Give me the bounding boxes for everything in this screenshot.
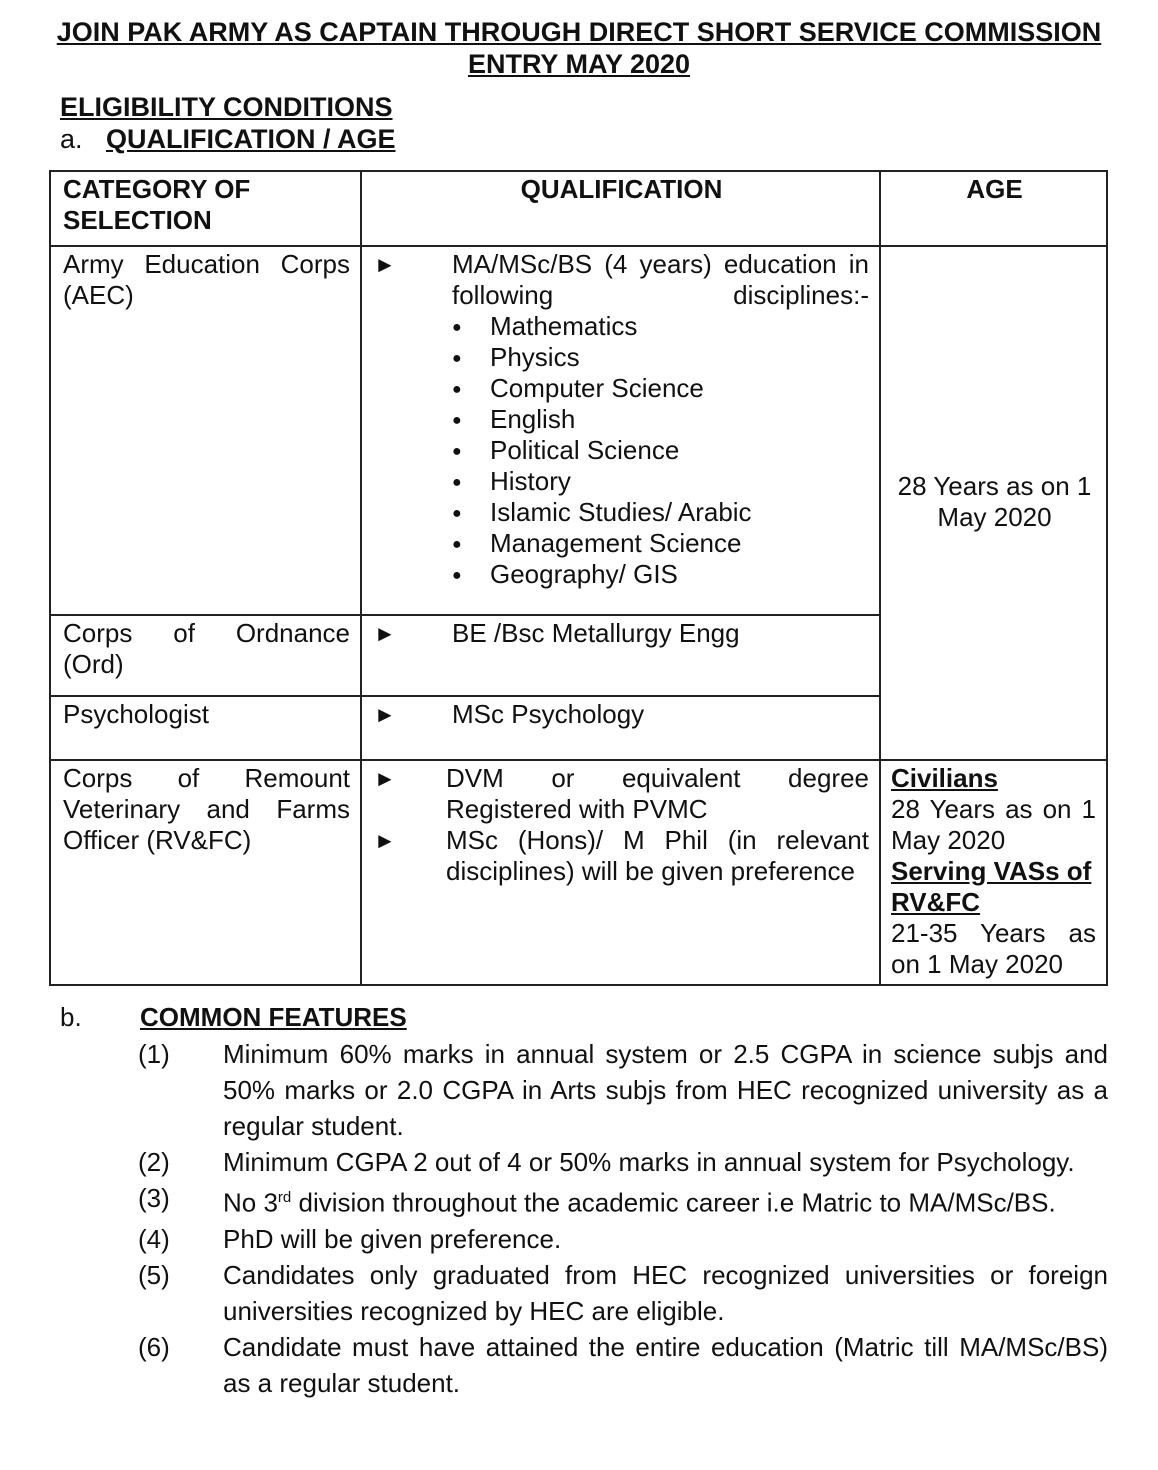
feature-number: (3)	[138, 1183, 170, 1213]
section-a-label: a.	[60, 124, 83, 154]
age-cell	[880, 760, 1107, 985]
qualification-cell	[361, 760, 880, 985]
arrow-icon: ►	[374, 766, 396, 791]
age-serving: 21-35 Years as on 1 May 2020	[891, 918, 1096, 979]
header-age: AGE	[880, 171, 1107, 246]
section-b-heading: COMMON FEATURES	[140, 1002, 407, 1032]
arrow-icon: ►	[374, 702, 396, 727]
qualification-text: BE /Bsc Metallurgy Engg	[452, 618, 740, 648]
age-cell: 28 Years as on 1 May 2020	[880, 246, 1107, 760]
category-cell: Army Education Corps (AEC)	[50, 246, 361, 615]
list-item: ● Mathematics	[490, 311, 869, 342]
list-item	[138, 1257, 1108, 1329]
feature-text: No 3rd division throughout the academic career i.e Matric to MA/MSc/BS.	[223, 1187, 1056, 1218]
eligibility-heading: ELIGIBILITY CONDITIONS	[60, 92, 393, 122]
feature-number: (1)	[138, 1039, 170, 1069]
age-civilians: 28 Years as on 1 May 2020	[891, 794, 1096, 855]
list-item: ● Physics	[490, 342, 869, 373]
list-item	[138, 1180, 1108, 1221]
age-label-serving: Serving VASs of RV&FC	[891, 856, 1092, 917]
table-row	[50, 760, 1107, 985]
qualification-cell	[361, 696, 880, 760]
list-item	[138, 1036, 1108, 1144]
age-label-civilians: Civilians	[891, 763, 998, 793]
qualification-cell	[361, 246, 880, 615]
header-qualification: QUALIFICATION	[361, 171, 880, 246]
features-list	[138, 1036, 1108, 1401]
category-cell: Corps of Remount Veterinary and Farms Officer (RV&FC)	[50, 760, 361, 985]
list-item: ● Computer Science	[490, 373, 869, 404]
qualification-cell	[361, 615, 880, 696]
list-item: ● English	[490, 404, 869, 435]
doc-title-line2: ENTRY MAY 2020	[467, 49, 691, 79]
list-item	[138, 1144, 1108, 1180]
qualification-table	[49, 170, 1108, 986]
doc-title-line1: JOIN PAK ARMY AS CAPTAIN THROUGH DIRECT SHORT SERVICE COMMISSION	[56, 17, 1102, 47]
arrow-icon: ►	[374, 621, 396, 646]
discipline-list	[452, 311, 869, 590]
list-item	[138, 1221, 1108, 1257]
arrow-icon: ►	[374, 252, 396, 277]
category-cell: Corps of Ordnance (Ord)	[50, 615, 361, 696]
list-item: ● History	[490, 466, 869, 497]
feature-text: Minimum CGPA 2 out of 4 or 50% marks in annual system for Psychology.	[223, 1147, 1075, 1177]
qualification-text: MSc (Hons)/ M Phil (in relevant disciplines) will be given preference	[446, 825, 869, 886]
list-item: ● Political Science	[490, 435, 869, 466]
qualification-text: MSc Psychology	[452, 699, 645, 729]
list-item: ● Geography/ GIS	[490, 559, 869, 590]
feature-text: PhD will be given preference.	[223, 1223, 562, 1254]
feature-number: (4)	[138, 1223, 170, 1254]
qualification-text: DVM or equivalent degree Registered with PVMC	[446, 763, 869, 824]
list-item: ● Islamic Studies/ Arabic	[490, 497, 869, 528]
feature-number: (6)	[138, 1331, 170, 1362]
feature-text: Candidates only graduated from HEC recognized universities or foreign universities recognized by HEC are eligible.	[223, 1259, 1108, 1326]
feature-number: (2)	[138, 1147, 170, 1177]
category-cell: Psychologist	[50, 696, 361, 760]
feature-text: Candidate must have attained the entire education (Matric till MA/MSc/BS) as a regular student.	[223, 1331, 1108, 1398]
list-item: ● Management Science	[490, 528, 869, 559]
header-category: CATEGORY OF SELECTION	[50, 171, 361, 246]
qualification-text: MA/MSc/BS (4 years) education in following disciplines:-	[452, 249, 869, 310]
table-row	[50, 246, 1107, 615]
list-item	[138, 1329, 1108, 1401]
feature-number: (5)	[138, 1259, 170, 1290]
feature-text: Minimum 60% marks in annual system or 2.5 CGPA in science subjs and 50% marks or 2.0 CGPA in Arts subjs from HEC recognized university as a regular student.	[223, 1039, 1108, 1141]
section-b-label: b.	[60, 1002, 82, 1032]
section-a-heading: QUALIFICATION / AGE	[106, 124, 396, 154]
arrow-icon: ►	[374, 828, 396, 853]
